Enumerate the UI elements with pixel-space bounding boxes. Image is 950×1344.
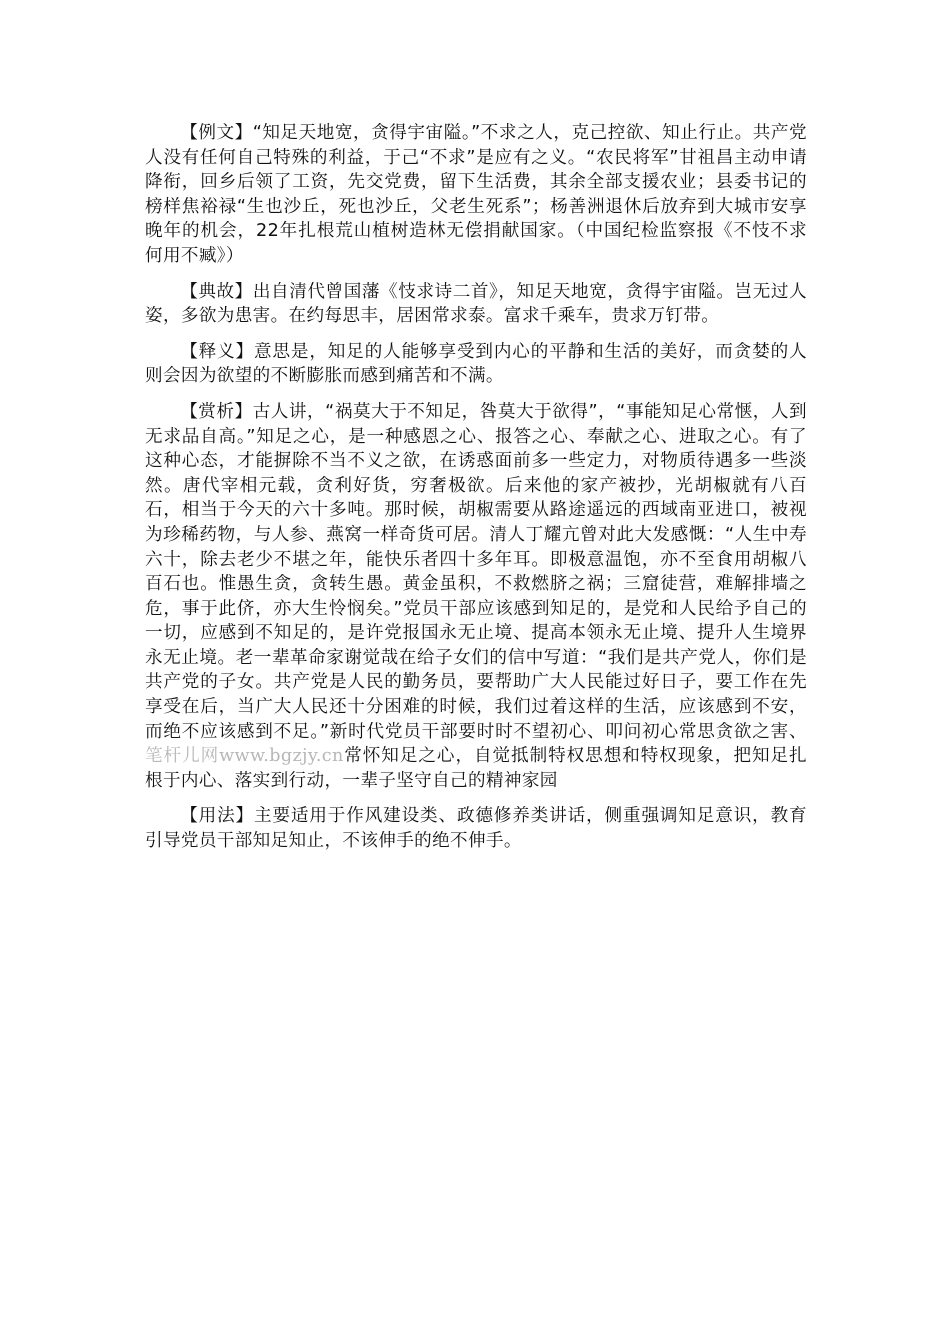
paragraph-text-analysis-before: 古人讲，“祸莫大于不知足，咎莫大于欲得”，“事能知足心常惬，人到无求品自高。”知足之心，是一种感恩之心、报答之心、奉献之心、进取之心。有了这种心态，才能摒除不当不义之欲，在诱惑面前多一些定力，对物质待遇多一些淡然。唐代宰相元载，贪利好货，穷奢极欲。后来他的家产被抄，光胡椒就有八百石，相当于今天的六十多吨。那时候，胡椒需要从路途遥远的西域南亚进口，被视为珍稀药物，与人参、燕窝一样奇货可居。清人丁耀亢曾对此大发感慨：“人生中寿六十，除去老少不堪之年，能快乐者四十多年耳。即极意温饱，亦不至食用胡椒八百石也。惟愚生贪，贪转生愚。黄金虽积，不救燃脐之祸；三窟徒营，难解排墙之危，事于此侪，亦大生怜悯矣。”党员干部应该感到知足的，是党和人民给予自己的一切，应感到不知足的，是许党报国永无止境、提高本领永无止境、提升人生境界永无止境。老一辈革命家谢觉哉在给子女们的信中写道：“我们是共产党人，你们是共产党的子女。共产党是人民的勤务员，要帮助广大人民能过好日子，要工作在先享受在后，当广大人民还十分困难的时候，我们过着这样的生活，应该感到不安，而绝不应该感到不足。”新时代党员干部要时时不望初心、叩问初心常思贪欲之害、 [145, 401, 807, 742]
paragraph-meaning [145, 340, 807, 389]
paragraph-text-usage: 主要适用于作风建设类、政德修养类讲话，侧重强调知足意识，教育引导党员干部知足知止，不该伸手的绝不伸手。 [145, 806, 807, 852]
section-tag-example: 【例文】 [180, 123, 253, 143]
paragraph-usage [145, 804, 807, 853]
paragraph-text-meaning: 意思是，知足的人能够享受到内心的平静和生活的美好，而贪婪的人则会因为欲望的不断膨胀而感到痛苦和不满。 [145, 341, 807, 387]
paragraph-text-allusion: 出自清代曾国藩《忮求诗二首》，知足天地宽，贪得宇宙隘。岂无过人姿，多欲为患害。在约每思丰，居困常求泰。富求千乘车，贵求万钉带。 [145, 281, 807, 327]
paragraph-text-example: “知足天地宽，贪得宇宙隘。”不求之人，克己控欲、知止行止。共产党人没有任何自己特殊的利益，于己“不求”是应有之义。“农民将军”甘祖昌主动申请降衔，回乡后领了工资，先交党费，留下生活费，其余全部支援农业；县委书记的榜样焦裕禄“生也沙丘，死也沙丘，父老生死系”；杨善洲退休后放弃到大城市安享晚年的机会，22年扎根荒山植树造林无偿捐献国家。（中国纪检监察报《不忮不求 何用不臧》） [145, 123, 807, 266]
paragraph-allusion [145, 280, 807, 329]
document-body [145, 121, 807, 865]
section-tag-usage: 【用法】 [180, 806, 254, 827]
site-watermark: 笔杆儿网www.bgzjy.cn [145, 746, 344, 767]
paragraph-text-analysis-after: 常怀知足之心，自觉抵制特权思想和特权现象，把知足扎根于内心、落实到行动，一辈子坚守自己的精神家园 [145, 746, 807, 791]
section-tag-analysis: 【赏析】 [180, 401, 253, 422]
paragraph-analysis [145, 400, 807, 794]
section-tag-meaning: 【释义】 [180, 341, 254, 362]
section-tag-allusion: 【典故】 [180, 281, 253, 302]
paragraph-example [145, 121, 807, 269]
